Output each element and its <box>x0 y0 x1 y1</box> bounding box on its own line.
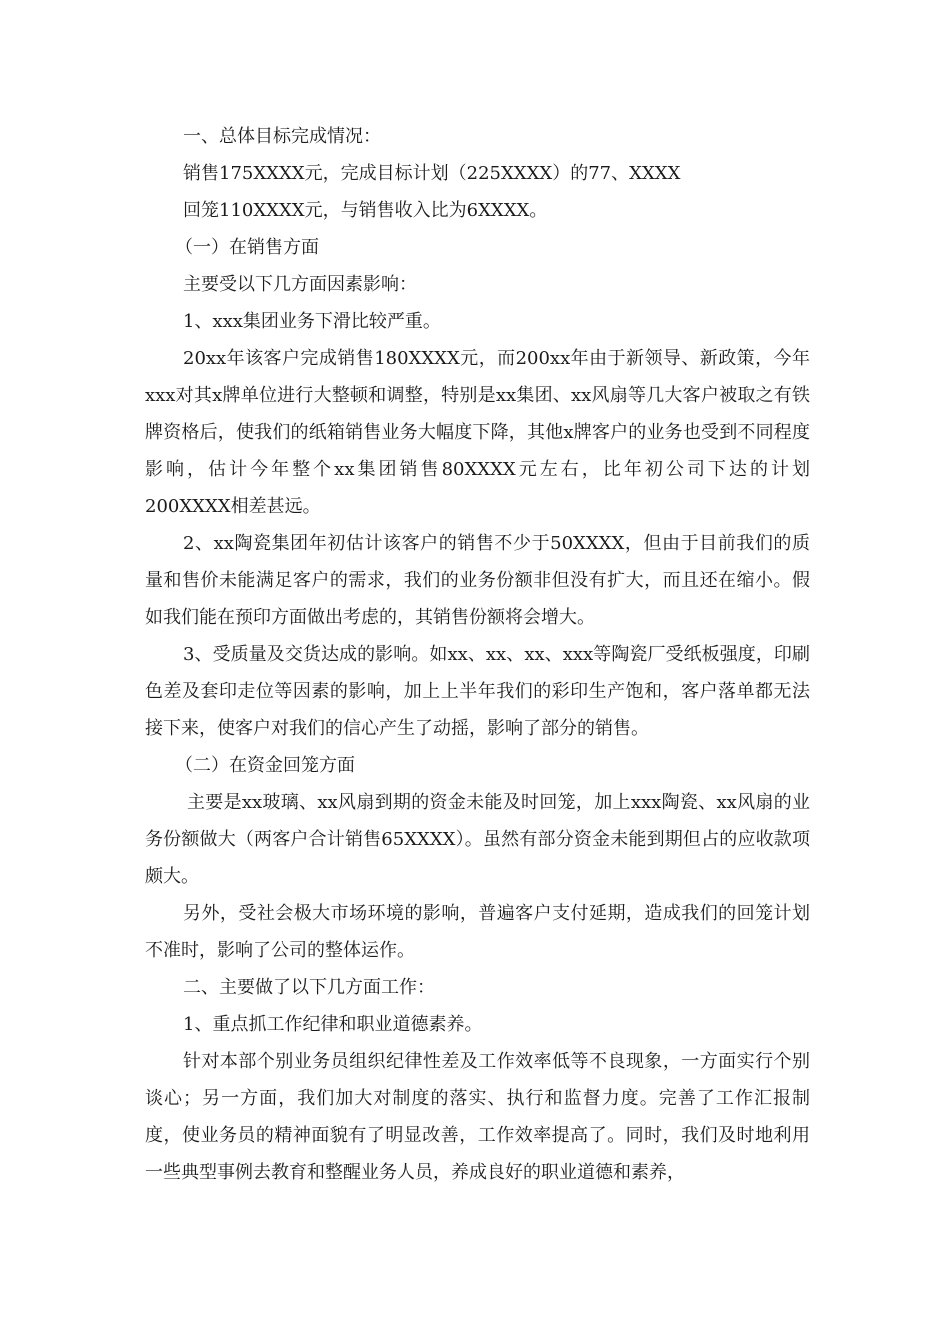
collection-figure-line: 回笼110XXXX元，与销售收入比为6XXXX。 <box>183 200 548 221</box>
list-item-2: 2、xx陶瓷集团年初估计该客户的销售不少于50XXXX，但由于目前我们的质量和售价未能满足客户的需求，我们的业务份额非但没有扩大，而且还在缩小。假如我们能在预印方面做出考虑的，其销售份额将会增大。 <box>145 533 810 628</box>
section-heading-work-done: 二、主要做了以下几方面工作： <box>183 977 435 998</box>
subsection-heading-sales: （一）在销售方面 <box>175 237 319 258</box>
paragraph-discipline: 针对本部个别业务员组织纪律性差及工作效率低等不良现象，一方面实行个别谈心；另一方面，我们加大对制度的落实、执行和监督力度。完善了工作汇报制度，使业务员的精神面貌有了明显改善，工作效率提高了。同时，我们及时地利用一些典型事例去教育和整醒业务人员，养成良好的职业道德和素养， <box>145 1051 810 1183</box>
list-item-discipline: 1、重点抓工作纪律和职业道德素养。 <box>183 1014 483 1035</box>
list-item-1: 1、xxx集团业务下滑比较严重。 <box>183 311 441 332</box>
paragraph-collection-other: 另外，受社会极大市场环境的影响，普遍客户支付延期，造成我们的回笼计划不准时，影响了公司的整体运作。 <box>145 903 810 961</box>
document-body <box>145 118 810 1191</box>
paragraph-group-business: 20xx年该客户完成销售180XXXX元，而200xx年由于新领导、新政策，今年xxx对其x牌单位进行大整顿和调整，特别是xx集团、xx风扇等几大客户被取之有铁牌资格后，使我们的纸箱销售业务大幅度下降，其他x牌客户的业务也受到不同程度影响，估计今年整个xx集团销售80XXXX元左右，比年初公司下达的计划200XXXX相差甚远。 <box>145 348 810 517</box>
subsection-heading-collection: （二）在资金回笼方面 <box>175 755 355 776</box>
paragraph-factors-intro: 主要受以下几方面因素影响： <box>183 274 417 295</box>
section-heading-overall-goals: 一、总体目标完成情况： <box>183 126 381 147</box>
paragraph-collection-main: 主要是xx玻璃、xx风扇到期的资金未能及时回笼，加上xxx陶瓷、xx风扇的业务份额做大（两客户合计销售65XXXX）。虽然有部分资金未能到期但占的应收款项颇大。 <box>145 792 810 887</box>
list-item-3: 3、受质量及交货达成的影响。如xx、xx、xx、xxx等陶瓷厂受纸板强度，印刷色差及套印走位等因素的影响，加上上半年我们的彩印生产饱和，客户落单都无法接下来，使客户对我们的信心产生了动摇，影响了部分的销售。 <box>145 644 810 739</box>
sales-figure-line: 销售175XXXX元，完成目标计划（225XXXX）的77、XXXX <box>183 163 681 184</box>
